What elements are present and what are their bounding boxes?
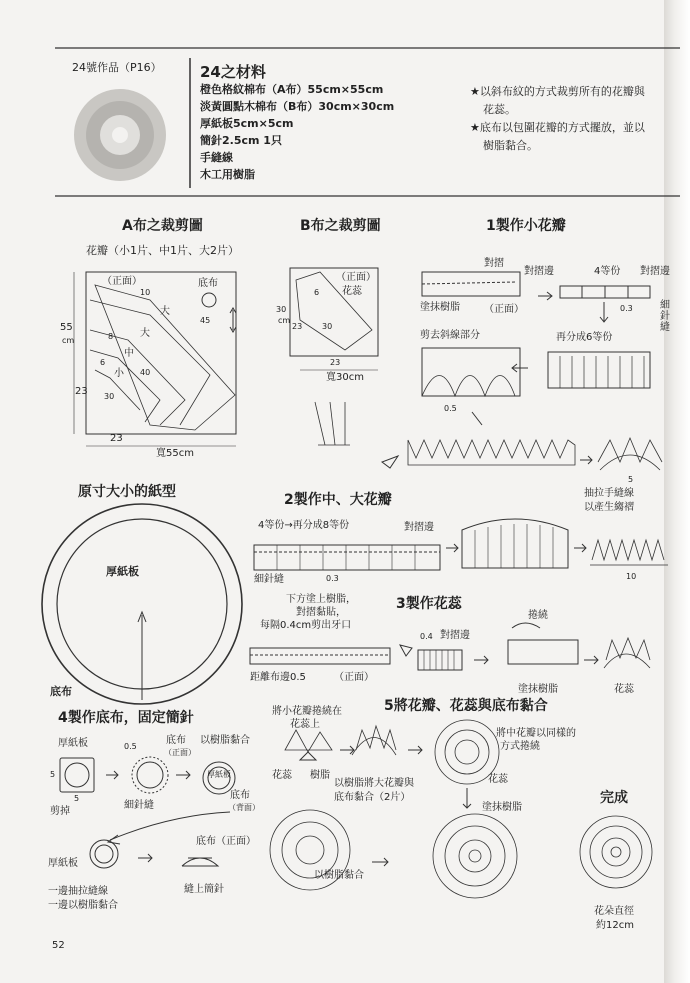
dim-label: 寬30cm — [326, 372, 364, 383]
template-title: 原寸大小的紙型 — [78, 484, 176, 500]
page-number: 52 — [52, 940, 65, 951]
a-cut-title: A布之裁剪圖 — [122, 218, 203, 234]
size-label: 中 — [124, 348, 134, 359]
step2-fold-edge: 對摺邊 — [404, 522, 434, 533]
front-label: （正面） — [336, 272, 376, 283]
step2-parts: 4等份→再分成8等份 — [258, 520, 350, 531]
size-label: 大 — [160, 306, 170, 317]
step4-base-front: （正面） — [164, 748, 196, 757]
dim-label: 30 — [322, 322, 333, 331]
step5-pistil2: 花蕊 — [488, 774, 508, 785]
step5-title: 5將花瓣、花蕊與底布黏合 — [384, 698, 548, 714]
step1-dim: 0.5 — [444, 404, 457, 413]
material-item: 淡黃圓點木棉布（B布）30cm×30cm — [200, 100, 395, 113]
step2-dim: 10 — [626, 572, 637, 581]
step4-stitch: 細針縫 — [124, 800, 154, 811]
step3-roll: 捲繞 — [528, 610, 548, 621]
dim-label: 30 — [104, 392, 115, 401]
step5-glue-large: 底布黏合（2片） — [334, 792, 411, 803]
step1-fold-edge2: 對摺邊 — [640, 266, 670, 277]
step2-stitch: 細針縫 — [254, 574, 284, 585]
base-label: 底布 — [198, 278, 218, 289]
petal-label: 花瓣（小1片、中1片、大2片） — [86, 244, 239, 257]
step3-instr: 對摺黏貼， — [296, 607, 346, 618]
step3-title: 3製作花蕊 — [396, 596, 462, 612]
step5-mid-wrap: 方式捲繞 — [500, 741, 540, 752]
step1-dim: 5 — [628, 475, 634, 484]
step4-dim: 0.5 — [124, 742, 137, 751]
dim-label: 8 — [108, 332, 114, 341]
step4-dim: 5 — [74, 794, 80, 803]
step4-base-front2: 底布（正面） — [196, 836, 256, 847]
step3-margin: 距離布邊0.5 — [250, 672, 306, 683]
dim-label: 23 — [292, 322, 303, 331]
step5-wrap: 花蕊上 — [290, 719, 320, 730]
step3-glue: 塗抹樹脂 — [518, 684, 558, 695]
template-base: 底布 — [50, 685, 72, 698]
pistil-label: 花蕊 — [342, 286, 362, 297]
step3-instr: 每隔0.4cm剪出牙口 — [260, 620, 352, 631]
step1-cut-bias: 剪去斜線部分 — [420, 330, 480, 341]
step1-title: 1製作小花瓣 — [486, 218, 566, 234]
step4-cut: 剪掉 — [50, 806, 70, 817]
dim-label: 45 — [200, 316, 211, 325]
step4-base-front: 底布 — [166, 735, 186, 746]
dim-label: 55 — [60, 322, 73, 333]
dim-label: 6 — [100, 358, 106, 367]
note-line: 花蕊。 — [483, 103, 516, 116]
material-item: 簡針2.5cm 1只 — [200, 134, 282, 147]
step2-title: 2製作中、大花瓣 — [284, 492, 392, 508]
material-item: 厚紙板5cm×5cm — [200, 117, 294, 130]
work-label: 24號作品（P16） — [72, 61, 162, 74]
material-item: 手縫線 — [200, 151, 233, 164]
step3-dim: 0.4 — [420, 632, 433, 641]
step4-glue-line: 一邊以樹脂黏合 — [48, 900, 118, 911]
step1-pull: 抽拉手縫線 — [584, 488, 634, 499]
step4-glue-join: 以樹脂黏合 — [200, 735, 250, 746]
done-diameter: 花朵直徑 — [594, 906, 634, 917]
note-line: 樹脂黏合。 — [483, 139, 538, 152]
note-line: ★以斜布紋的方式裁剪所有的花瓣與 — [470, 85, 645, 98]
step5-glue-large: 以樹脂將大花瓣與 — [334, 778, 414, 789]
materials-title: 24之材料 — [200, 63, 266, 81]
step3-instr: 下方塗上樹脂， — [286, 594, 356, 605]
dim-label: 6 — [314, 288, 320, 297]
step1-front: （正面） — [484, 304, 524, 315]
material-item: 木工用樹脂 — [200, 168, 255, 181]
template-cardboard: 厚紙板 — [106, 565, 139, 578]
dim-label: 寬55cm — [156, 448, 194, 459]
step1-gather: 以產生縐褶 — [584, 502, 634, 513]
material-item: 橙色格紋棉布（A布）55cm×55cm — [200, 83, 384, 96]
step1-four-parts: 4等份 — [594, 266, 621, 277]
step1-stitch: 細針縫 — [660, 300, 670, 333]
step4-sew-pin: 縫上簡針 — [184, 884, 224, 895]
step5-pistil: 花蕊 — [272, 770, 292, 781]
step4-pull-line: 一邊抽拉縫線 — [48, 886, 108, 897]
step3-pistil: 花蕊 — [614, 684, 634, 695]
dim-label: cm — [62, 336, 75, 345]
step4-cardboard2: 厚紙板 — [207, 770, 231, 779]
b-cut-title: B布之裁剪圖 — [300, 218, 381, 234]
step4-base-back: （背面） — [228, 803, 260, 812]
step4-cardboard3: 厚紙板 — [48, 858, 78, 869]
step1-glue: 塗抹樹脂 — [420, 302, 460, 313]
step4-cardboard: 厚紙板 — [58, 738, 88, 749]
step3-fold-edge: 對摺邊 — [440, 630, 470, 641]
dim-label: 23 — [330, 358, 341, 367]
step1-fold: 對摺 — [484, 258, 504, 269]
done-diameter: 約12cm — [596, 920, 634, 931]
dim-label: 30 — [276, 305, 287, 314]
flower-photo — [74, 89, 166, 181]
size-label: 大 — [140, 328, 150, 339]
step1-six-parts: 再分成6等份 — [556, 332, 613, 343]
step5-resin-join: 以樹脂黏合 — [314, 870, 364, 881]
step1-dim: 0.3 — [620, 304, 633, 313]
step4-base-back: 底布 — [230, 790, 250, 801]
step5-glue: 塗抹樹脂 — [482, 802, 522, 813]
note-line: ★底布以包圍花瓣的方式擺放，並以 — [470, 121, 645, 134]
step5-wrap: 將小花瓣捲繞在 — [272, 706, 342, 717]
step4-title: 4製作底布，固定簡針 — [58, 710, 194, 726]
step2-dim: 0.3 — [326, 574, 339, 583]
step3-front: （正面） — [334, 672, 374, 683]
dim-label: 10 — [140, 288, 151, 297]
dim-label: 23 — [110, 433, 123, 444]
dim-label: 23 — [75, 386, 88, 397]
step5-resin: 樹脂 — [310, 770, 330, 781]
step1-fold-edge: 對摺邊 — [524, 266, 554, 277]
step5-mid-wrap: 將中花瓣以同樣的 — [496, 728, 576, 739]
dim-label: 40 — [140, 368, 151, 377]
size-label: 小 — [114, 368, 124, 379]
front-label: （正面） — [102, 276, 142, 287]
done-title: 完成 — [600, 790, 628, 806]
step4-dim: 5 — [50, 770, 56, 779]
dim-label: cm — [278, 316, 291, 325]
